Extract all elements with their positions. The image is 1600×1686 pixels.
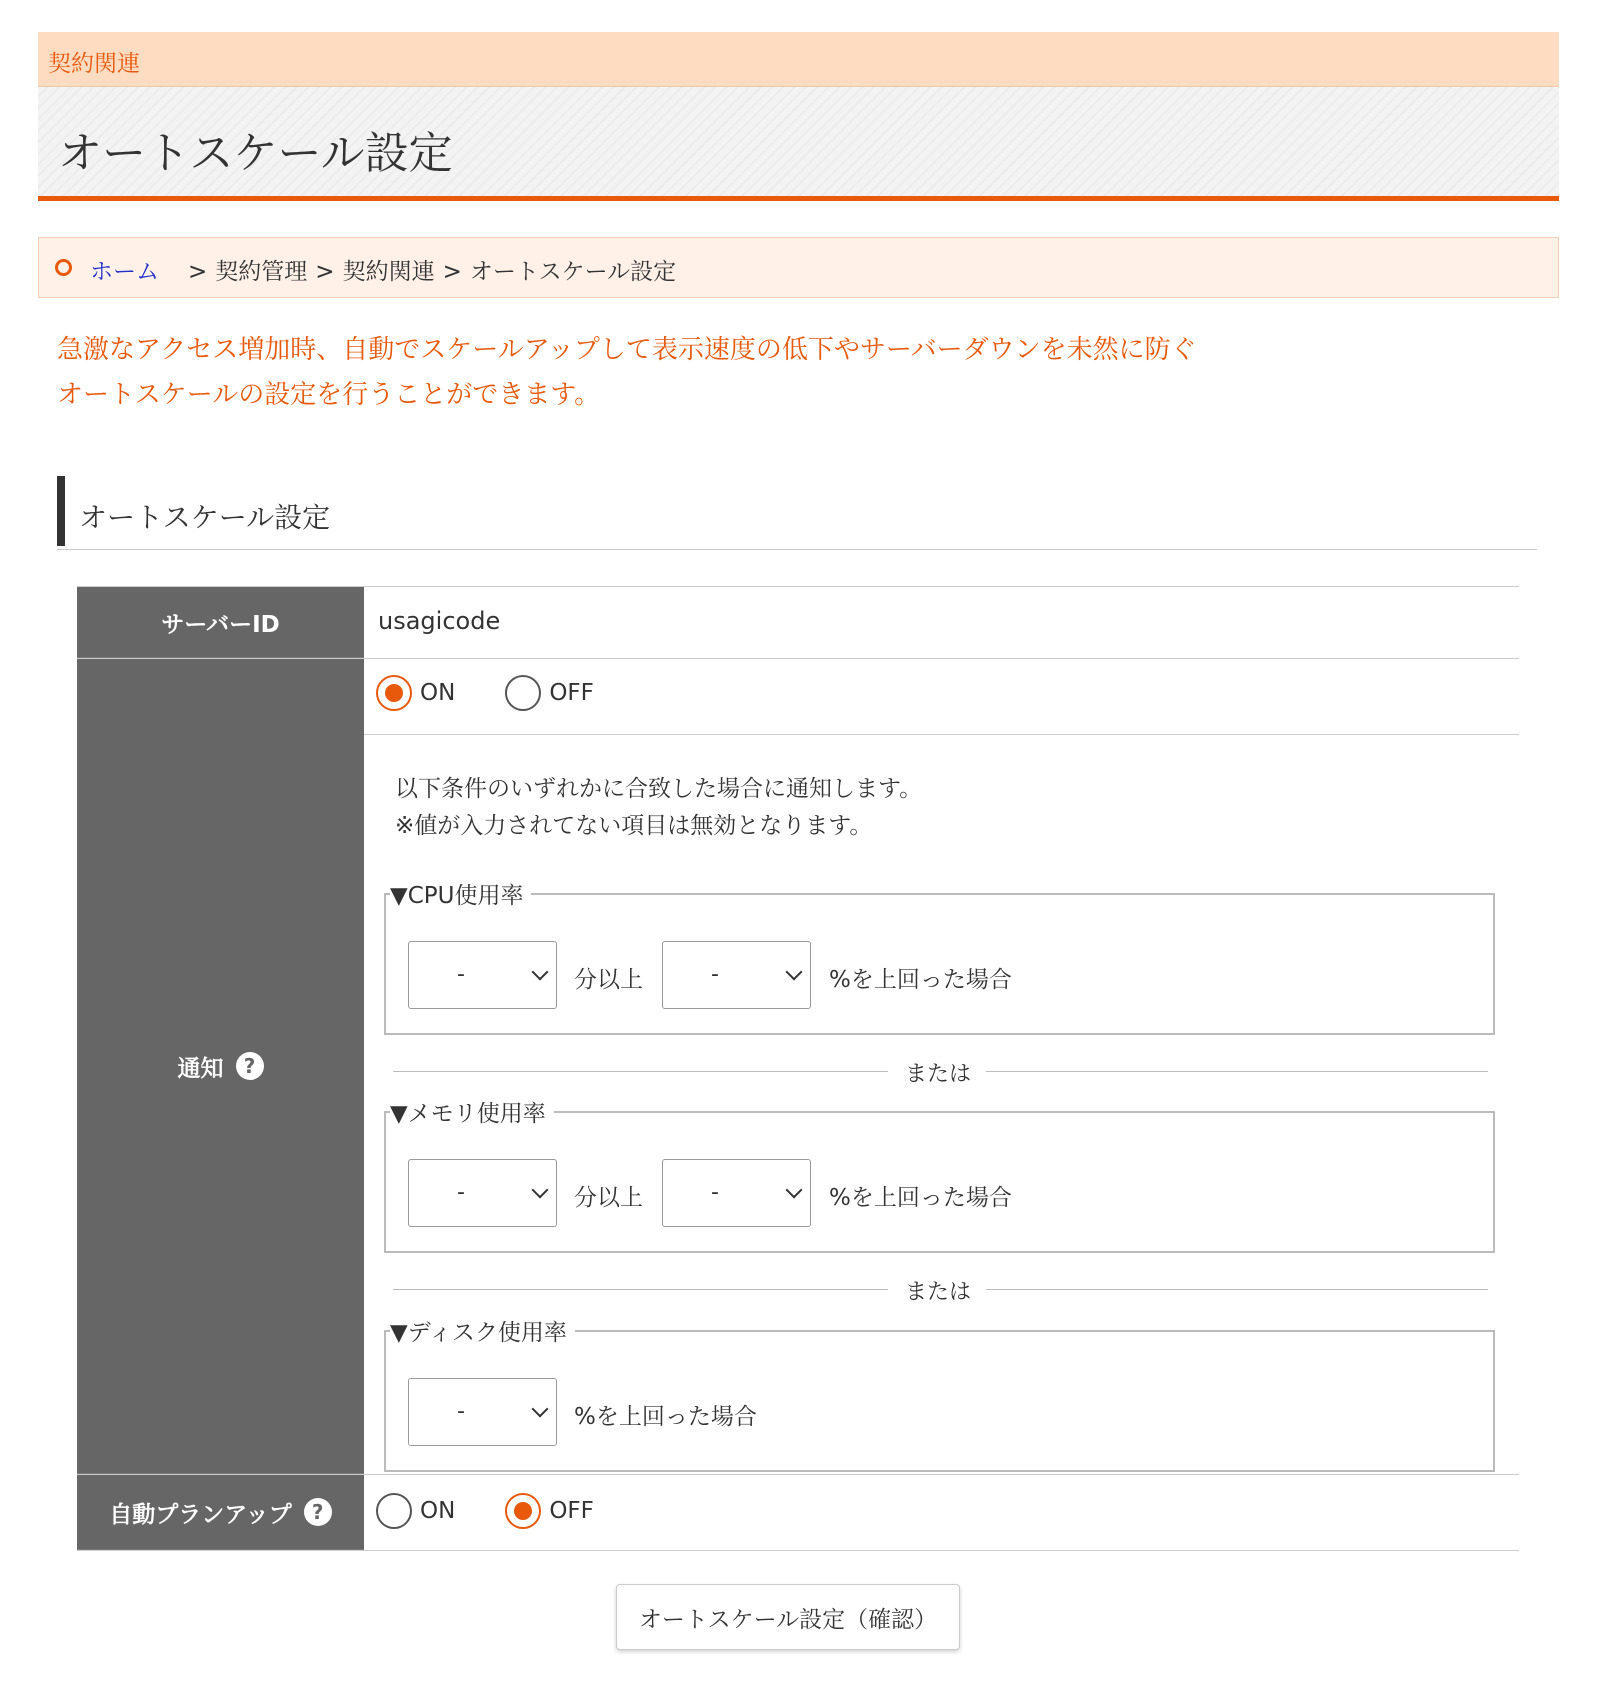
notify-on-label[interactable]: ON (420, 680, 456, 706)
intro-line-1: 急激なアクセス増加時、自動でスケールアップして表示速度の低下やサーバーダウンを未然に防ぐ (57, 335, 1197, 365)
memory-percent-value: - (711, 1180, 719, 1205)
or-label: または (905, 1280, 972, 1305)
cpu-minutes-unit: 分以上 (574, 967, 643, 993)
memory-percent-unit: %を上回った場合 (829, 1185, 1012, 1211)
notify-conditions (364, 735, 1519, 1474)
notify-label: 通知 (177, 1055, 224, 1082)
auto-plan-up-cell (364, 1475, 1519, 1550)
breadcrumb-item-contract-management: 契約管理 (215, 259, 308, 285)
autoscale-confirm-button[interactable]: オートスケール設定（確認） (616, 1584, 960, 1650)
section-title-text: オートスケール設定 (79, 501, 331, 534)
page-title: オートスケール設定 (58, 128, 453, 179)
breadcrumb-separator: > (188, 259, 208, 285)
category-bar (38, 32, 1559, 87)
or-label: または (905, 1062, 972, 1087)
disk-percent-value: - (457, 1399, 465, 1424)
breadcrumb-item-current: オートスケール設定 (469, 259, 677, 285)
auto-plan-up-radio-group (376, 1493, 644, 1529)
intro-text (57, 328, 1457, 418)
auto-plan-up-label-cell (77, 1475, 364, 1550)
cpu-percent-unit: %を上回った場合 (829, 967, 1012, 993)
auto-plan-up-on-radio[interactable] (376, 1493, 455, 1529)
notify-note-line-1: 以下条件のいずれかに合致した場合に通知します。 (395, 776, 923, 802)
breadcrumb-home-link[interactable]: ホーム (90, 259, 159, 285)
server-id-label: サーバーID (77, 587, 364, 658)
cpu-fieldset (384, 883, 1495, 1035)
auto-plan-up-row (77, 1475, 1519, 1551)
separator-line (393, 1289, 888, 1290)
server-id-value: usagicode (378, 607, 501, 635)
or-separator (393, 1275, 1488, 1305)
breadcrumb (38, 237, 1559, 298)
breadcrumb-circle-icon (55, 259, 72, 276)
chevron-down-icon (532, 1401, 549, 1418)
memory-minutes-value: - (457, 1180, 465, 1205)
memory-minutes-unit: 分以上 (574, 1185, 643, 1211)
memory-fieldset (384, 1101, 1495, 1253)
notify-off-label[interactable]: OFF (549, 680, 594, 706)
intro-line-2: オートスケールの設定を行うことができます。 (57, 380, 601, 410)
cpu-percent-select[interactable] (662, 941, 811, 1009)
separator-line (986, 1289, 1488, 1290)
notify-row (77, 659, 1519, 1475)
cpu-legend: ▼CPU使用率 (390, 877, 531, 910)
category-label: 契約関連 (48, 51, 140, 77)
disk-percent-select[interactable] (408, 1378, 557, 1446)
memory-percent-select[interactable] (662, 1159, 811, 1227)
cpu-minutes-value: - (457, 962, 465, 987)
auto-plan-up-on-label[interactable]: ON (420, 1498, 456, 1524)
radio-checked-icon[interactable] (376, 675, 412, 711)
memory-legend: ▼メモリ使用率 (390, 1095, 554, 1128)
radio-unchecked-icon[interactable] (505, 675, 541, 711)
breadcrumb-separator: > (442, 259, 462, 285)
notify-note (395, 771, 922, 845)
breadcrumb-separator: > (315, 259, 335, 285)
auto-plan-up-off-label[interactable]: OFF (549, 1498, 594, 1524)
notify-radio-area (364, 659, 1519, 735)
server-id-row (77, 587, 1519, 659)
notify-off-radio[interactable] (505, 675, 594, 711)
radio-unchecked-icon[interactable] (376, 1493, 412, 1529)
notify-note-line-2: ※値が入力されてない項目は無効となります。 (395, 813, 873, 839)
title-bar (38, 87, 1559, 201)
separator-line (393, 1071, 888, 1072)
chevron-down-icon (786, 1182, 803, 1199)
autoscale-form-table (77, 586, 1519, 1551)
disk-percent-unit: %を上回った場合 (574, 1404, 757, 1430)
notify-label-cell (77, 659, 364, 1474)
notify-help-icon[interactable]: ? (236, 1052, 264, 1080)
auto-plan-up-off-radio[interactable] (505, 1493, 594, 1529)
cpu-minutes-select[interactable] (408, 941, 557, 1009)
notify-cell (364, 659, 1519, 1474)
server-id-cell (364, 587, 1519, 658)
breadcrumb-item-contract-related: 契約関連 (342, 259, 435, 285)
cpu-percent-value: - (711, 962, 719, 987)
section-title (57, 476, 1537, 550)
or-separator (393, 1057, 1488, 1087)
chevron-down-icon (532, 964, 549, 981)
auto-plan-up-label: 自動プランアップ (109, 1501, 292, 1528)
auto-plan-up-help-icon[interactable]: ? (304, 1498, 332, 1526)
radio-checked-icon[interactable] (505, 1493, 541, 1529)
disk-fieldset (384, 1320, 1495, 1472)
memory-minutes-select[interactable] (408, 1159, 557, 1227)
notify-on-radio[interactable] (376, 675, 455, 711)
breadcrumb-trail (184, 253, 680, 286)
notify-radio-group (376, 675, 644, 711)
separator-line (986, 1071, 1488, 1072)
chevron-down-icon (786, 964, 803, 981)
disk-legend: ▼ディスク使用率 (390, 1314, 575, 1347)
chevron-down-icon (532, 1182, 549, 1199)
